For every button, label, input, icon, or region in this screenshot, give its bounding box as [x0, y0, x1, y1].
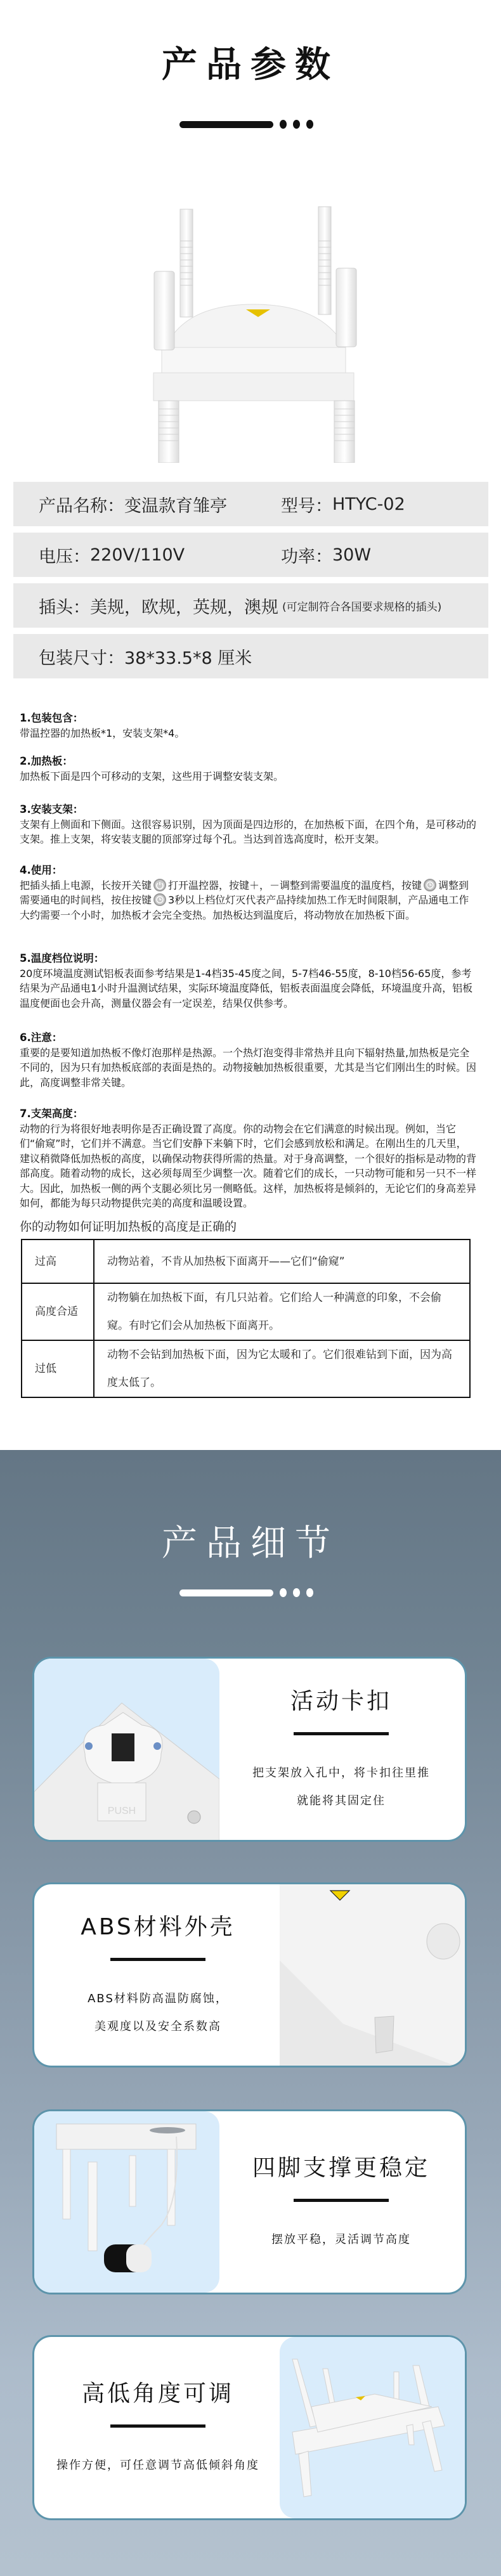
divider-dot [280, 1588, 287, 1597]
card-desc [56, 2452, 259, 2480]
clip-photo [34, 1659, 219, 1840]
detail-card-four-legs [32, 2109, 467, 2294]
details-section-title: 产品细节 [162, 1523, 339, 1564]
card-title: 活动卡扣 [290, 1688, 392, 1714]
table-row [22, 1239, 470, 1283]
params-section-title: 产品参数 [162, 44, 339, 86]
table-cell-desc: 动物躺在加热板下面，有几只站着。它们给人一种满意的印象，不会偷窥。有时它们会从加热板下面离开。 [94, 1283, 470, 1340]
instruction-heading: 2.加热板： [20, 755, 73, 767]
spec-row-voltage-power [13, 533, 488, 577]
instruction-body: 20度环境温度测试铝板表面参考结果是1-4档35-45度之间，5-7档46-55度，8-10档56-65度，参考结果为产品通电1小时升温测试结果，实际环境温度降低，铝板表面温度会降低，环境温度升高，铝板温度便面也会升高，测量仪器会有一定误差，结果仅供参考。 [20, 967, 473, 1009]
clock-icon [424, 879, 436, 891]
card-desc [271, 2226, 411, 2254]
instruction-package-contents [20, 711, 476, 741]
spec-value: 变温款育雏亭 [124, 496, 227, 516]
spec-label: 电压： [39, 547, 90, 567]
card-text [218, 1659, 465, 1840]
card-desc-line: 把支架放入孔中，将卡扣往里推 [252, 1766, 430, 1780]
spec-label: 包装尺寸： [39, 648, 124, 668]
detail-card-angle-adjust [32, 2335, 467, 2520]
spec-row-plug [13, 583, 488, 628]
table-cell-desc: 动物站着，不肯从加热板下面离开——它们“偷窥” [94, 1239, 470, 1283]
card-desc-line: 操作方便，可任意调节高低倾斜角度 [56, 2459, 259, 2472]
usage-text: 3秒以上档位灯灭代表产品持续加热工作无时间限制，产品通电工作大约需要一个小时，加热板才会完全变热。加热板达到温度后，将动物放在加热板下面。 [20, 894, 469, 921]
four-legs-photo [34, 2111, 219, 2293]
usage-text: 打开温控器，按键＋，－调整到需要温度的温度档，按键 [168, 879, 422, 891]
instruction-caution [20, 1030, 476, 1090]
card-text [34, 2337, 282, 2518]
table-row [22, 1283, 470, 1340]
instruction-heating-plate [20, 754, 476, 784]
table-cell-label: 高度合适 [22, 1283, 94, 1340]
table-cell-desc: 动物不会钻到加热板下面，因为它太暖和了。它们很难钻到下面，因为高度太低了。 [94, 1340, 470, 1397]
spec-row-package-size [13, 634, 488, 678]
spec-label: 插头： [39, 597, 90, 618]
product-hero-image [108, 197, 400, 463]
spec-value: 220V/110V [90, 545, 185, 565]
spec-value: 38*33.5*8 厘米 [124, 648, 252, 668]
instruction-body [20, 878, 476, 923]
spec-row-name-model [13, 482, 488, 526]
spec-label: 型号： [281, 496, 332, 516]
usage-text: 调整到需要通电的时间档，按住按键 [20, 879, 469, 906]
power-icon [153, 879, 166, 891]
instruction-heading: 7.支架高度： [20, 1108, 84, 1120]
height-table-title: 你的动物如何证明加热板的高度是正确的 [20, 1220, 237, 1234]
abs-shell-photo [280, 1884, 465, 2066]
push-label: PUSH [107, 1806, 136, 1816]
instruction-heading: 6.注意： [20, 1032, 63, 1044]
height-table [21, 1239, 471, 1398]
card-text [218, 2111, 465, 2293]
detail-card-abs-shell [32, 1882, 467, 2068]
table-cell-label: 过低 [22, 1340, 94, 1397]
instruction-usage [20, 863, 476, 922]
card-divider [294, 2199, 389, 2202]
spec-label: 产品名称： [39, 496, 124, 516]
angle-adjust-photo [280, 2337, 465, 2518]
instruction-temperature-levels [20, 951, 476, 1011]
instruction-body: 动物的行为将很好地表明你是否正确设置了高度。你的动物会在它们满意的时候出现。例如，当它们“偷窥”时，它们并不满意。当它们安静下来躺下时，它们会感到放松和满足。在刚出生的几天里，建议稍微降低加热板的高度，以确保动物获得所需的热量。对于身高调整，一个很好的指标是动物的背部高度。随着动物的成长，这必须每周至少调整一次。随着它们的成长，一只动物可能和另一只不一样大。因此，加热板一侧的两个支腿必须比另一侧略低。这样，加热板将是倾斜的，无论它们的身高差异如何，都能为每只动物提供完美的高度和温暖设置。 [20, 1122, 477, 1209]
spec-label: 功率： [281, 547, 332, 567]
clock-icon [153, 893, 166, 906]
card-title: 高低角度可调 [81, 2381, 234, 2407]
detail-card-clip [32, 1657, 467, 1842]
title-divider [179, 1588, 313, 1597]
card-divider [294, 1732, 389, 1735]
card-divider [110, 2424, 205, 2428]
divider-dot [293, 120, 300, 129]
instruction-heading: 4.使用： [20, 864, 63, 876]
card-desc-line: 美观度以及安全系数高 [94, 2020, 221, 2033]
card-desc-line: ABS材料防高温防腐蚀， [88, 1992, 228, 2005]
card-desc [88, 1985, 228, 2041]
instruction-heading: 5.温度档位说明： [20, 952, 105, 964]
instruction-heading: 3.安装支架： [20, 803, 84, 815]
instruction-body: 带温控器的加热板*1，安装支架*4。 [20, 727, 185, 739]
divider-bar [179, 121, 273, 128]
card-desc-line: 摆放平稳，灵活调节高度 [271, 2233, 411, 2246]
instruction-install-bracket [20, 802, 476, 847]
instruction-heading: 1.包装包含： [20, 712, 84, 724]
table-cell-label: 过高 [22, 1239, 94, 1283]
divider-dot [306, 1588, 313, 1597]
card-divider [110, 1958, 205, 1961]
spec-note: (可定制符合各国要求规格的插头) [282, 600, 442, 614]
usage-text: 把插头插上电源，长按开关键 [20, 879, 152, 891]
card-title: ABS材料外壳 [81, 1914, 235, 1940]
instruction-body: 支架有上侧面和下侧面。这很容易识别，因为顶面是四边形的，在加热板下面，在四个角，是可移动的支架。推上支架，将安装支腿的顶部穿过每个孔。当达到首选高度时，松开支架。 [20, 818, 477, 845]
instruction-bracket-height [20, 1106, 476, 1211]
card-text [34, 1884, 282, 2066]
divider-bar [179, 1589, 273, 1596]
table-row [22, 1340, 470, 1397]
divider-dot [293, 1588, 300, 1597]
divider-dot [306, 120, 313, 129]
card-desc [252, 1759, 430, 1815]
divider-dot [280, 120, 287, 129]
spec-value: 30W [332, 545, 372, 565]
spec-value: 美规，欧规，英规，澳规 [90, 597, 278, 618]
card-desc-line: 就能将其固定住 [297, 1794, 386, 1808]
instruction-body: 重要的是要知道加热板不像灯泡那样是热源。一个热灯泡变得非常热并且向下辐射热量,加热板是完全不同的，因为只有加热板底部的表面是热的。动物接触加热板很重要，尤其是当它们刚出生的时候。因此，高度调整非常关键。 [20, 1046, 477, 1089]
card-title: 四脚支撑更稳定 [252, 2155, 430, 2181]
instruction-body: 加热板下面是四个可移动的支架，这些用于调整安装支架。 [20, 770, 284, 782]
title-divider [179, 120, 313, 129]
spec-value: HTYC-02 [332, 494, 405, 514]
